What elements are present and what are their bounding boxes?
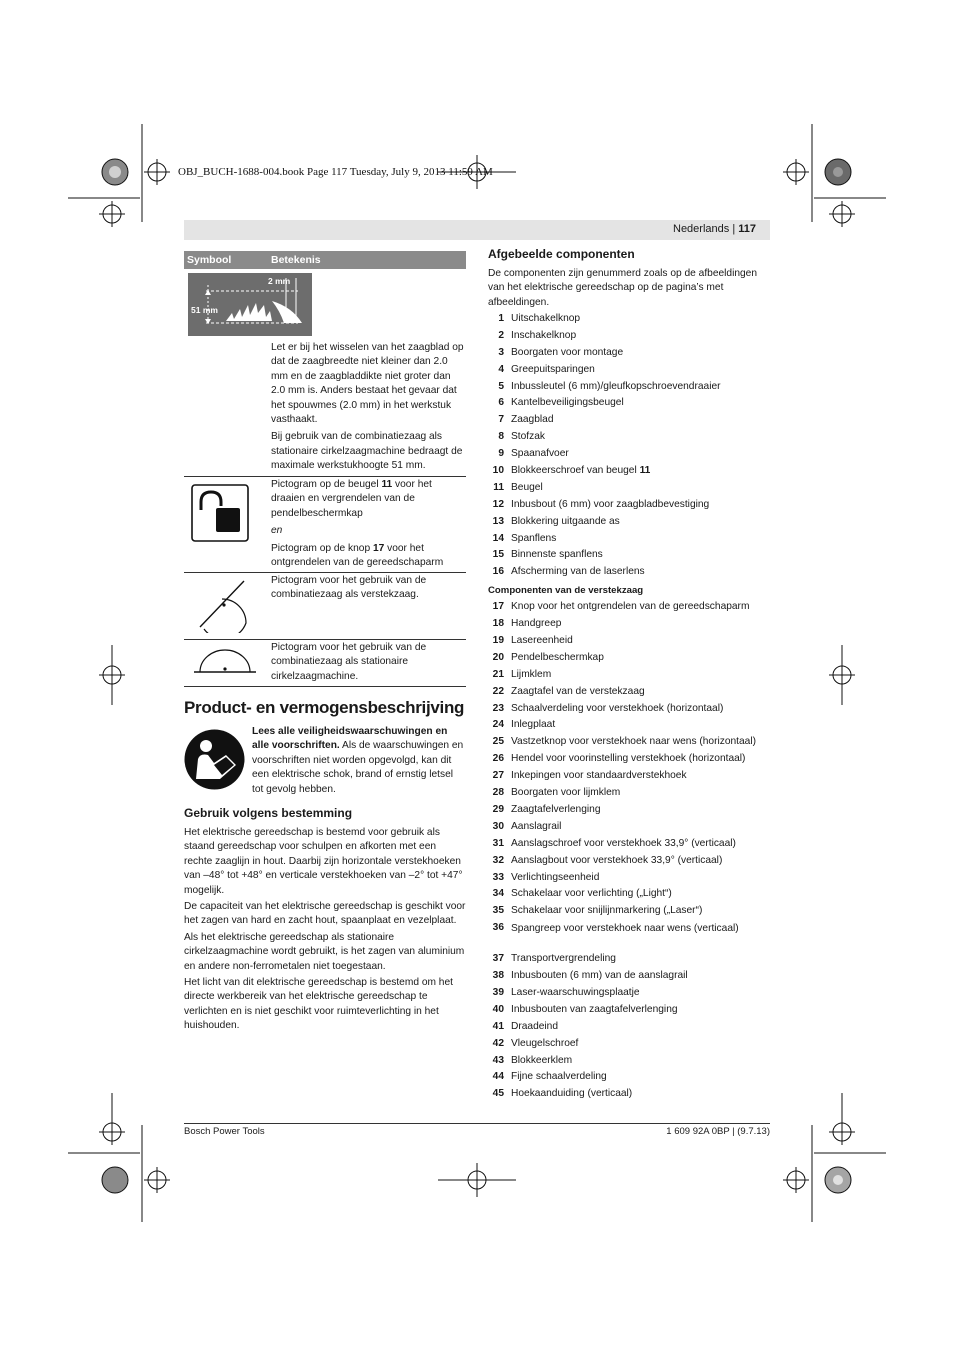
component-item [488,516,770,533]
use-paragraph: Als het elektrische gereedschap als stationaire cirkelzaagmachine wordt gebruikt, is het zagen van aluminium en andere non-ferrometalen niet toegestaan. [184,931,465,972]
component-item [488,987,770,1004]
component-number: 11 [493,481,504,493]
component-item [488,838,770,855]
component-label: Inkepingen voor standaardverstekhoek [511,770,687,782]
component-label: Handgreep [511,618,562,630]
component-item [488,364,770,381]
component-item [488,872,770,889]
component-number: 37 [492,953,504,965]
section-title: Product- en vermogensbeschrijving [184,698,465,717]
component-label: Vastzetknop voor verstekhoek naar wens (horizontaal) [511,736,757,748]
col-meaning: Betekenis [271,254,321,266]
component-label: Schaalverdeling voor verstekhoek (horizontaal) [511,702,724,714]
component-item [488,635,770,652]
table-divider [184,572,466,573]
safety-warning: Lees alle veiligheidswaarschuwingen en alle voorschriften. Als de waarschuwingen en voorschriften niet worden opgevolgd, kan dit een elektrische schok, brand of ernstig letsel tot gevolg hebben. [252,726,464,795]
component-number: 40 [492,1003,504,1015]
symbol-row3-text: Pictogram voor het gebruik van de combinatiezaag als verstekzaag. [271,575,427,601]
component-number: 27 [492,770,504,782]
component-label: Blokkering uitgaande as [511,515,620,527]
component-label: Fijne schaalverdeling [511,1071,607,1083]
component-item [488,770,770,787]
component-item [488,601,770,618]
component-item [488,855,770,872]
header-language: Nederlands [673,223,730,235]
symbol-row4-text: Pictogram voor het gebruik van de combinatiezaag als stationaire cirkelzaagmachine. [271,642,427,682]
component-label: Inbusbouten (6 mm) van de aanslagrail [511,970,688,982]
page-number: 117 [738,223,756,235]
component-number: 17 [492,601,504,613]
component-label: Aanslagbout voor verstekhoek 33,9° (verticaal) [511,854,723,866]
component-item [488,1071,770,1088]
component-item [488,736,770,753]
unlock-pictogram [191,484,249,542]
components-intro: De componenten zijn genummerd zoals op de afbeeldingen van het elektrische gereedschap op de pagina’s met afbeeldingen. [488,268,758,308]
footer-rule [184,1123,770,1124]
component-label: Boorgaten voor lijmklem [511,787,621,799]
component-label: Zaagtafelverlenging [511,803,601,815]
component-item [488,970,770,987]
table-saw-pictogram-icon [192,645,258,677]
component-label: Blokkeerklem [511,1054,573,1066]
component-label: Inlegplaat [511,719,556,731]
row1-para: Bij gebruik van de combinatiezaag als stationaire cirkelzaagmachine bedraagt de maximale werkstukhoogte 51 mm. [271,431,463,472]
component-item [488,448,770,465]
component-label: Inbusbouten van zaagtafelverlenging [511,1003,678,1015]
component-number: 23 [492,702,504,714]
component-item [488,1088,770,1105]
component-item [488,953,770,970]
table-bottom-rule [184,686,466,687]
padlock-icon [191,484,249,542]
component-item [488,804,770,821]
table-divider [184,639,466,640]
component-label: Kantelbeveiligingsbeugel [511,397,624,409]
component-label: Schakelaar voor verlichting („Light“) [511,888,672,900]
component-label: Uitschakelknop [511,313,581,324]
intended-use-title: Gebruik volgens bestemming [184,806,353,820]
component-number: 24 [492,719,504,731]
component-item [488,1021,770,1038]
component-item [488,753,770,770]
component-number: 30 [492,820,504,832]
component-label: Verlichtingseenheid [511,871,600,883]
component-label: Vleugelschroef [511,1037,579,1049]
component-label: Binnenste spanflens [511,549,603,561]
use-paragraph: De capaciteit van het elektrische gereedschap is geschikt voor het zagen van hard en zacht hout, spaanplaat en vezelplaat. [184,901,466,927]
component-label: Spaanafvoer [511,448,569,460]
row1-para: Let er bij het wisselen van het zaagblad op dat de zaagbreedte niet kleiner dan 2.0 mm en de zaagbladdikte niet groter dan 2.0 mm is. Anders bestaat het gevaar dat het spouwmes (2.0 mm) in het werkstuk vasthaakt. [271,342,464,426]
symbol-row1-text [271,341,467,477]
saw-blade-figure [188,273,312,336]
component-number: 12 [492,498,504,510]
component-label: Beugel [511,481,543,493]
component-label: Lijmklem [511,668,552,680]
component-number: 44 [492,1071,504,1083]
component-label: Boorgaten voor montage [511,346,624,358]
component-number: 25 [492,736,504,748]
component-label: Knop voor het ontgrendelen van de gereedschaparm [511,601,750,613]
component-item [488,313,770,330]
intended-use-text [184,826,466,1036]
component-number: 20 [492,651,504,663]
component-label: Spanflens [511,532,557,544]
component-label: Zaagtafel van de verstekzaag [511,685,645,697]
component-item [488,905,770,922]
component-label: Inbusbout (6 mm) voor zaagbladbevestiging [511,498,710,510]
read-manual-icon [184,729,245,790]
component-item [488,652,770,669]
component-item [488,922,770,953]
component-item [488,549,770,566]
components-title: Afgebeelde componenten [488,247,635,261]
component-number: 18 [492,618,504,630]
component-label: Transportvergrendeling [511,953,616,965]
component-item [488,821,770,838]
page-header: Nederlands | 117 [184,220,770,240]
component-label: Draadeind [511,1020,559,1032]
component-number: 13 [492,515,504,527]
component-number: 42 [492,1037,504,1049]
component-number: 29 [492,803,504,815]
use-paragraph: Het elektrische gereedschap is bestemd voor gebruik als staand gereedschap voor schulpen en afkorten met een rechte zaaglijn in hout. Daarbij zijn horizontale verstekhoeken van –48° tot +48° en verticale verstekhoeken van –2° tot +47° mogelijk. [184,827,463,896]
component-number: 2 [498,329,504,341]
component-item [488,888,770,905]
component-number: 43 [492,1054,504,1066]
components-subtitle: Componenten van de verstekzaag [488,585,644,597]
table-divider [184,476,466,477]
component-label: Aanslagrail [511,820,562,832]
print-slug: OBJ_BUCH-1688-004.book Page 117 Tuesday, July 9, 2013 11:59 AM [178,166,493,178]
component-number: 32 [492,854,504,866]
component-item [488,719,770,736]
component-list [488,313,770,1105]
component-item [488,686,770,703]
component-item [488,482,770,499]
component-number: 8 [498,431,504,443]
component-item [488,414,770,431]
component-number: 26 [492,753,504,765]
component-item [488,1004,770,1021]
footer-brand: Bosch Power Tools [184,1126,265,1137]
component-number: 6 [498,397,504,409]
component-label: Hoekaanduiding (verticaal) [511,1088,633,1100]
component-item [488,431,770,448]
component-item [488,465,770,482]
component-number: 9 [498,448,504,460]
component-number: 35 [492,905,504,917]
component-number: 21 [492,668,504,680]
component-item [488,397,770,414]
component-item [488,381,770,398]
component-label: Spangreep voor verstekhoek naar wens (verticaal) [511,923,739,935]
component-number: 10 [492,465,504,477]
component-number: 28 [492,787,504,799]
component-label: Laser-waarschuwingsplaatje [511,986,640,998]
component-number: 1 [498,313,504,324]
component-number: 22 [492,685,504,697]
component-item [488,703,770,720]
component-number: 5 [498,380,504,392]
component-label: Aanslagschroef voor verstekhoek 33,9° (verticaal) [511,837,736,849]
blade-label-left: 51 mm [191,305,218,315]
col-symbol: Symbool [187,254,232,266]
component-label: Stofzak [511,431,545,443]
component-number: 15 [492,549,504,561]
component-label: Hendel voor voorinstelling verstekhoek (horizontaal) [511,753,746,765]
component-item [488,533,770,550]
component-label: Inschakelknop [511,329,577,341]
component-label: Blokkeerschroef van beugel 11 [511,465,651,477]
component-label: Zaagblad [511,414,554,426]
component-item [488,618,770,635]
miter-saw-pictogram-icon [196,577,252,633]
component-number: 31 [492,837,504,849]
component-number: 7 [498,414,504,426]
component-item [488,347,770,364]
component-number: 38 [492,970,504,982]
blade-label-top: 2 mm [268,276,291,286]
component-label: Lasereenheid [511,635,573,647]
component-number: 19 [492,635,504,647]
component-number: 3 [498,346,504,358]
component-label: Pendelbeschermkap [511,651,604,663]
component-item [488,787,770,804]
symbol-row2-text: Pictogram op de beugel 11 voor het draaien en vergrendelen van de pendelbeschermkap en Pictogram op de knop 17 voor het ontgrendelen van de gereedschaparm [271,478,467,573]
symbol-table-header [184,251,466,269]
row2-and: en [271,525,283,537]
component-label: Inbussleutel (6 mm)/gleufkopschroevendraaier [511,380,721,392]
component-item [488,566,770,583]
component-number: 41 [492,1020,504,1032]
component-item [488,499,770,516]
component-item [488,669,770,686]
use-paragraph: Het licht van dit elektrische gereedschap is bestemd om het directe werkbereik van het elektrische gereedschap te verlichten en is niet geschikt voor ruimteverlichting in het huishouden. [184,977,453,1032]
component-number: 33 [492,871,504,883]
footer-docnum: 1 609 92A 0BP | (9.7.13) [666,1126,770,1137]
component-number: 45 [492,1088,504,1100]
component-item [488,330,770,347]
component-label: Afscherming van de laserlens [511,566,645,578]
component-number: 39 [492,986,504,998]
component-item [488,1055,770,1072]
component-number: 14 [492,532,504,544]
component-number: 36 [492,922,504,934]
component-item [488,1038,770,1055]
component-label: Greepuitsparingen [511,363,595,375]
component-number: 4 [498,363,504,375]
component-number: 34 [492,888,504,900]
component-label: Schakelaar voor snijlijnmarkering („Laser“) [511,905,703,917]
component-number: 16 [492,566,504,578]
